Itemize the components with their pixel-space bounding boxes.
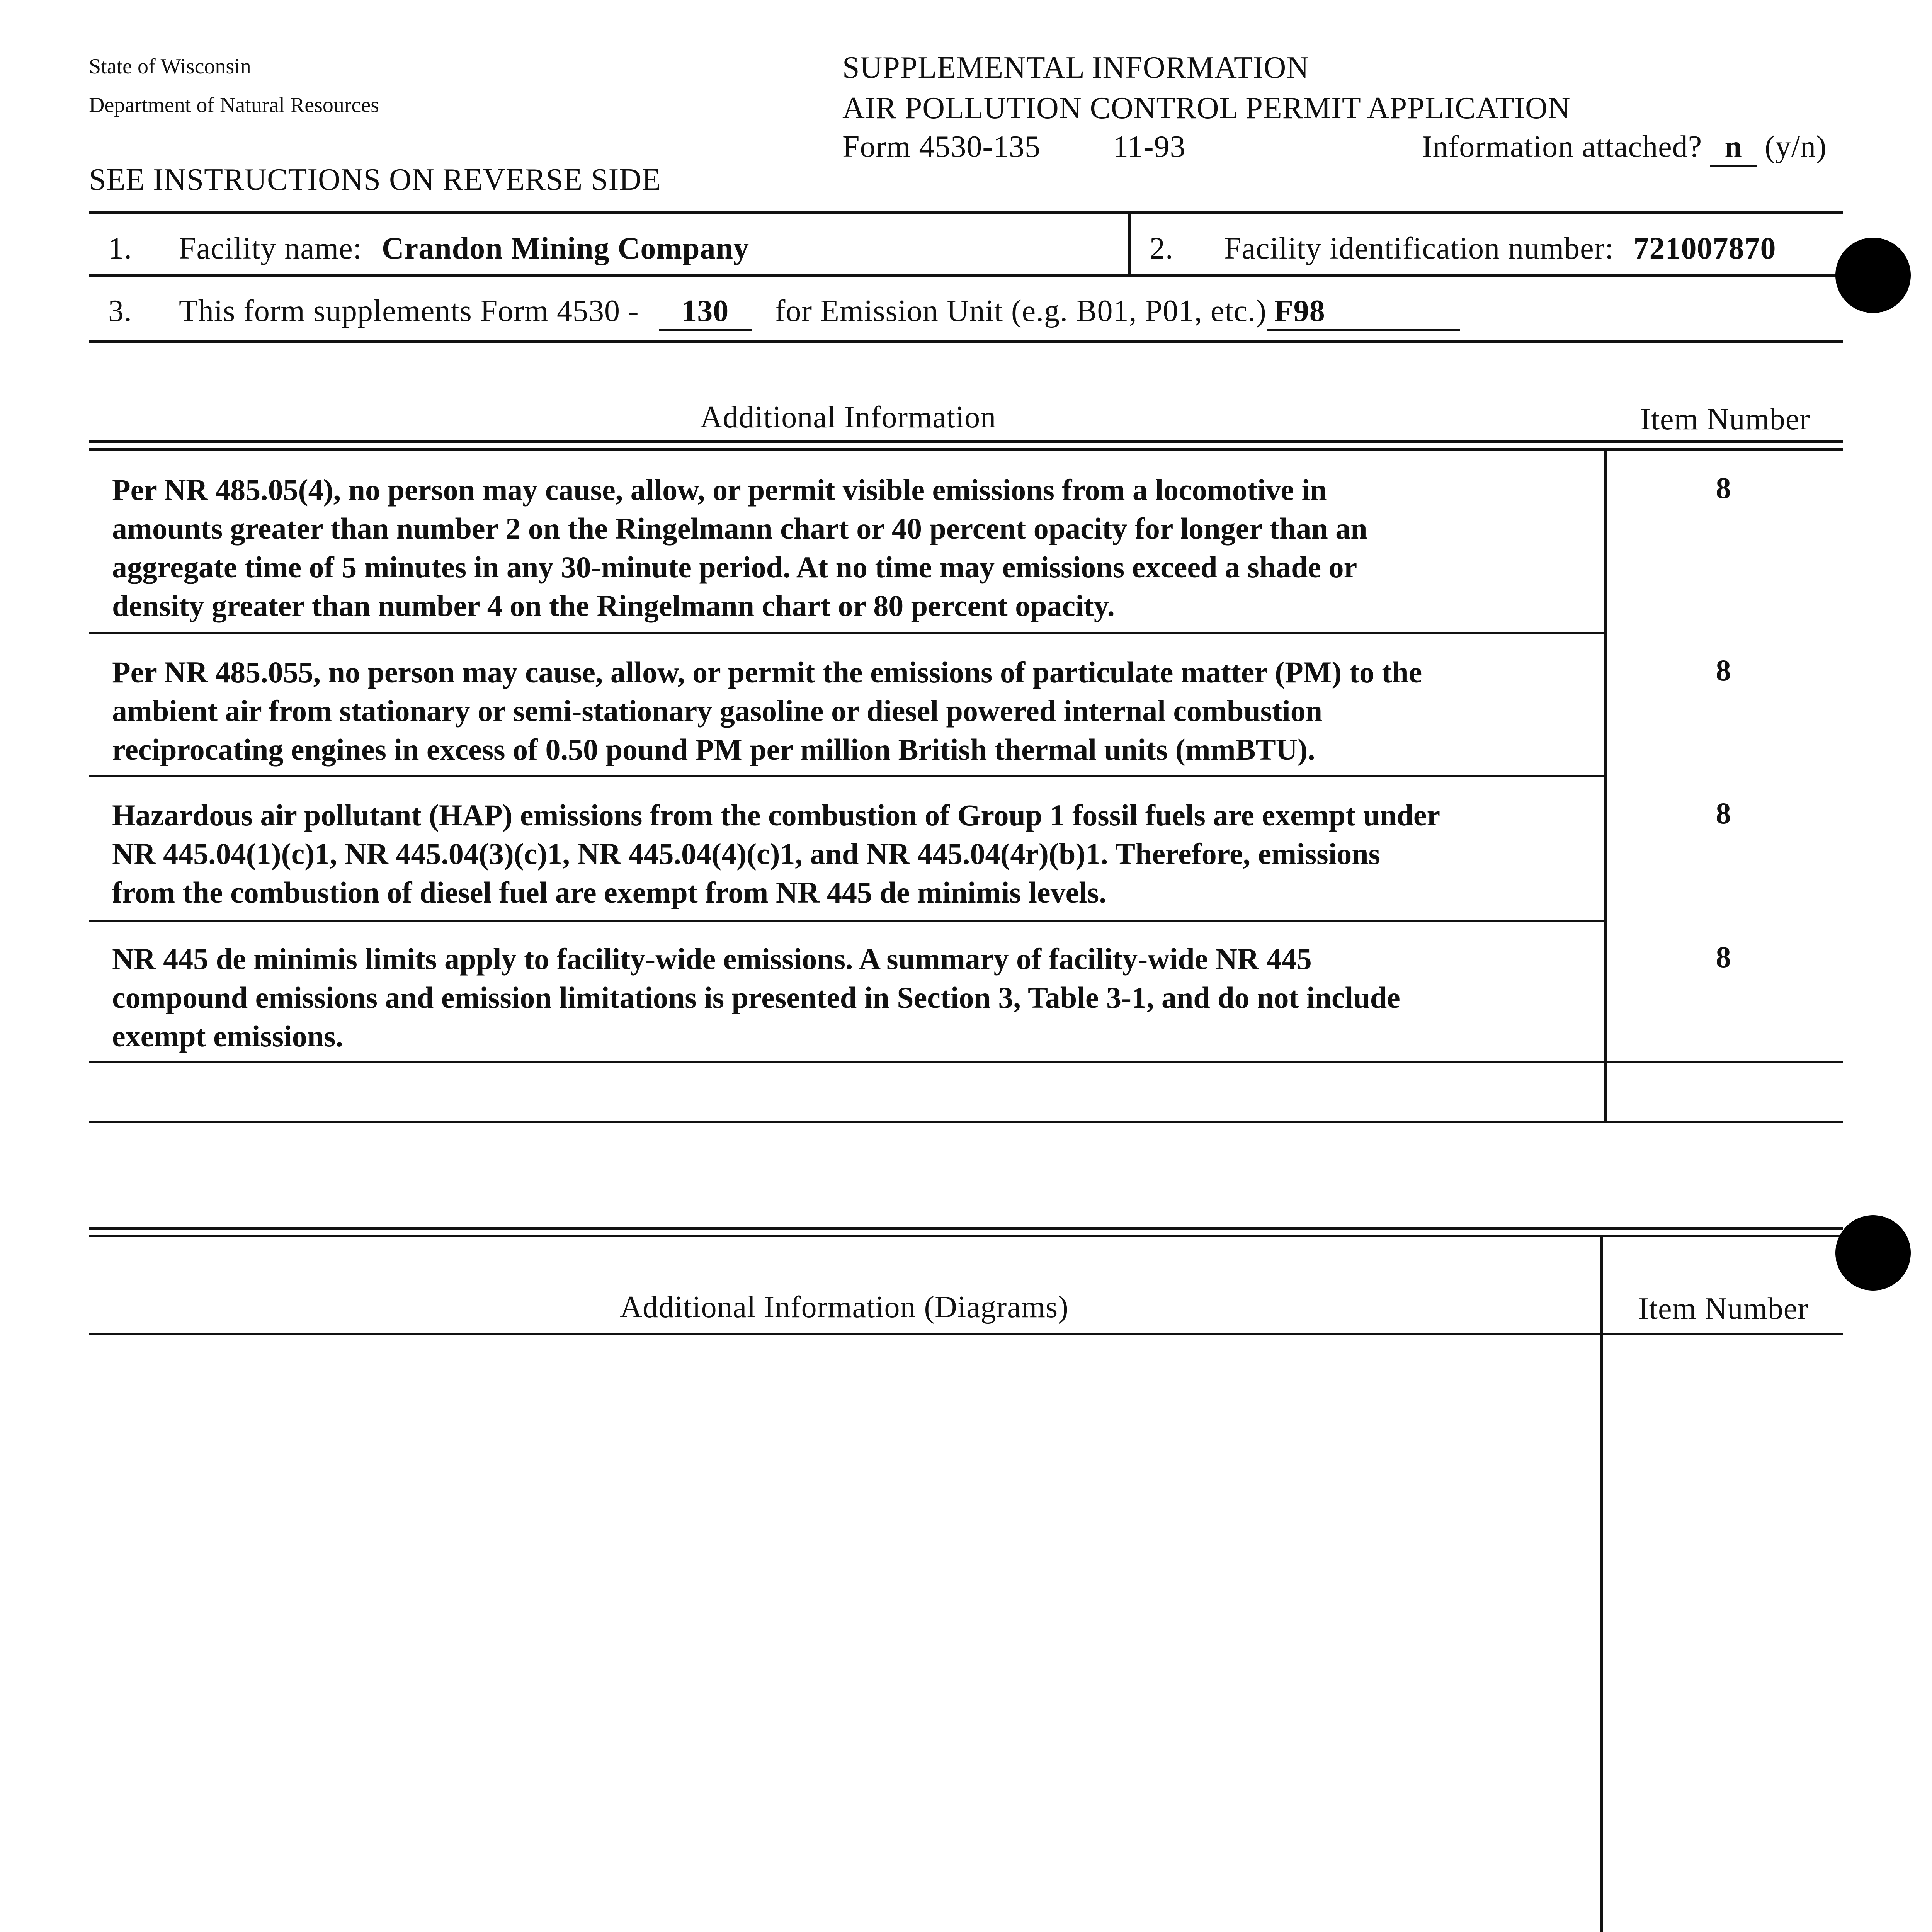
facility-name-number: 1. [108, 231, 132, 265]
table-row [112, 796, 1440, 912]
instructions-label: SEE INSTRUCTIONS ON REVERSE SIDE [89, 163, 661, 197]
diagrams-area [89, 1335, 1600, 1932]
department-label: Department of Natural Resources [89, 93, 379, 117]
form-title-line2: AIR POLLUTION CONTROL PERMIT APPLICATION [842, 91, 1571, 125]
form-title-line1: SUPPLEMENTAL INFORMATION [842, 51, 1310, 85]
row-item-number: 8 [1716, 940, 1731, 974]
row-text-line: density greater than number 4 on the Ringelmann chart or 80 percent opacity. [112, 589, 1115, 622]
row-text-line: ambient air from stationary or semi-stationary gasoline or diesel powered internal combustion [112, 694, 1323, 728]
table-row [112, 940, 1400, 1056]
info-attached-value[interactable]: n [1710, 129, 1757, 167]
additional-info-header: Additional Information [700, 400, 997, 434]
row-text-line: NR 445.04(1)(c)1, NR 445.04(3)(c)1, NR 445.04(4)(c)1, and NR 445.04(4r)(b)1. Therefore, emissions [112, 837, 1380, 871]
row-item-number: 8 [1716, 796, 1731, 830]
facility-id-value[interactable]: 721007870 [1633, 231, 1776, 265]
facility-name-value[interactable]: Crandon Mining Company [381, 231, 749, 265]
info-attached-label: Information attached? [1422, 130, 1702, 164]
row-text-line: compound emissions and emission limitations is presented in Section 3, Table 3-1, and do not include [112, 981, 1400, 1014]
row-text-line: Per NR 485.05(4), no person may cause, allow, or permit visible emissions from a locomotive in [112, 473, 1327, 507]
facility-name-label: Facility name: [179, 231, 362, 265]
facility-id-label: Facility identification number: [1224, 231, 1614, 265]
row-item-number: 8 [1716, 653, 1731, 687]
table-row [112, 653, 1422, 769]
supplement-label-a: This form supplements Form 4530 - [179, 294, 639, 328]
diagrams-header: Additional Information (Diagrams) [620, 1290, 1069, 1324]
supplement-number: 3. [108, 294, 132, 328]
emission-unit-value[interactable]: F98 [1267, 294, 1460, 331]
info-attached-field [1422, 129, 1827, 167]
diagrams-item-header: Item Number [1638, 1292, 1808, 1326]
facility-id-field [1150, 231, 1776, 266]
additional-info-item-header: Item Number [1640, 402, 1810, 436]
facility-name-field [108, 231, 749, 266]
supplement-form-value[interactable]: 130 [659, 294, 752, 331]
table-row [112, 471, 1367, 625]
info-attached-yn: (y/n) [1765, 130, 1827, 164]
supplement-label-b: for Emission Unit (e.g. B01, P01, etc.) [775, 294, 1267, 328]
punch-hole [1835, 1215, 1911, 1291]
state-label: State of Wisconsin [89, 54, 251, 78]
row-item-number: 8 [1716, 471, 1731, 505]
row-text-line: aggregate time of 5 minutes in any 30-minute period. At no time may emissions exceed a shade or [112, 550, 1357, 584]
row-text-line: Hazardous air pollutant (HAP) emissions from the combustion of Group 1 fossil fuels are exempt under [112, 798, 1440, 832]
row-text-line: amounts greater than number 2 on the Ringelmann chart or 40 percent opacity for longer than an [112, 512, 1367, 545]
row-text-line: Per NR 485.055, no person may cause, allow, or permit the emissions of particulate matter (PM) to the [112, 655, 1422, 689]
punch-hole [1835, 238, 1911, 313]
form-date: 11-93 [1113, 130, 1186, 164]
form-number: Form 4530-135 [842, 130, 1041, 164]
row-text-line: from the combustion of diesel fuel are exempt from NR 445 de minimis levels. [112, 876, 1107, 909]
supplement-field [108, 294, 1460, 331]
facility-id-number: 2. [1150, 231, 1173, 265]
row-text-line: exempt emissions. [112, 1019, 343, 1053]
row-text-line: reciprocating engines in excess of 0.50 pound PM per million British thermal units (mmBTU). [112, 733, 1315, 766]
row-text-line: NR 445 de minimis limits apply to facility-wide emissions. A summary of facility-wide NR 445 [112, 942, 1312, 976]
